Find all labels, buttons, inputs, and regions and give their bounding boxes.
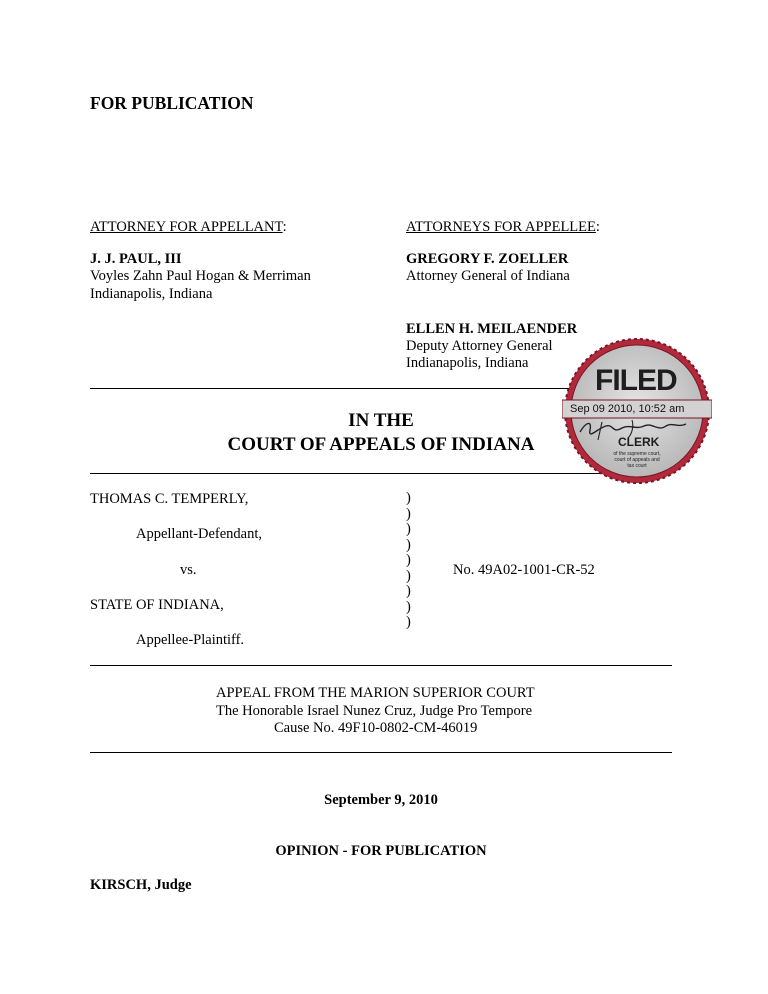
stamp-timestamp: Sep 09 2010, 10:52 am	[570, 403, 685, 415]
appellee-attorney-2-city: Indianapolis, Indiana	[406, 355, 529, 371]
appeal-court: APPEAL FROM THE MARION SUPERIOR COURT	[216, 685, 535, 701]
appellant-attorney-city: Indianapolis, Indiana	[90, 286, 213, 302]
judge-name: KIRSCH, Judge	[90, 877, 192, 893]
divider-rule	[90, 752, 672, 753]
stamp-caption	[606, 451, 668, 469]
appeal-cause: Cause No. 49F10-0802-CM-46019	[274, 720, 478, 736]
versus: vs.	[180, 562, 197, 578]
appellee-attorney-1-title: Attorney General of Indiana	[406, 268, 570, 284]
case-number: No. 49A02-1001-CR-52	[453, 562, 595, 578]
appellee-party: STATE OF INDIANA,	[90, 597, 224, 613]
decision-date: September 9, 2010	[324, 792, 438, 808]
court-title-line1: IN THE	[348, 410, 414, 431]
appeal-judge: The Honorable Israel Nunez Cruz, Judge Pro Tempore	[216, 703, 533, 719]
appellee-attorney-1-name: GREGORY F. ZOELLER	[406, 251, 569, 267]
appellant-attorney-heading-text: ATTORNEY FOR APPELLANT	[90, 219, 283, 235]
appellee-attorney-2-title: Deputy Attorney General	[406, 338, 553, 354]
stamp-caption-line: court of appeals and	[614, 457, 660, 463]
appellant-attorney-name: J. J. PAUL, III	[90, 251, 182, 267]
appellee-attorney-2-name: ELLEN H. MEILAENDER	[406, 321, 578, 337]
bracket-paren: )	[406, 505, 411, 522]
appellee-attorneys-heading-text: ATTORNEYS FOR APPELLEE	[406, 219, 596, 235]
divider-rule	[90, 665, 672, 666]
opinion-heading: OPINION - FOR PUBLICATION	[275, 843, 487, 859]
filed-stamp	[562, 336, 712, 486]
bracket-paren: )	[406, 598, 411, 615]
bracket-paren: )	[406, 490, 411, 506]
bracket-paren: )	[406, 614, 411, 630]
stamp-caption-line: of the supreme court,	[613, 451, 661, 457]
appellee-attorneys-heading	[406, 219, 600, 236]
publication-header: FOR PUBLICATION	[90, 93, 254, 113]
bracket-paren: )	[406, 536, 411, 553]
bracket-paren: )	[406, 552, 411, 568]
court-title-line2: COURT OF APPEALS OF INDIANA	[227, 434, 535, 455]
caption-bracket	[406, 491, 411, 631]
appellant-attorney-firm: Voyles Zahn Paul Hogan & Merriman	[90, 268, 311, 284]
stamp-caption-line: tax court	[627, 463, 647, 469]
bracket-paren: )	[406, 567, 411, 584]
bracket-paren: )	[406, 521, 411, 537]
appellee-role: Appellee-Plaintiff.	[136, 632, 245, 648]
heading-colon: :	[595, 219, 600, 235]
appellant-role: Appellant-Defendant,	[136, 526, 263, 542]
appellant-party: THOMAS C. TEMPERLY,	[90, 491, 249, 507]
appellant-attorney-heading	[90, 219, 287, 236]
stamp-filed-label: FILED	[595, 364, 677, 397]
stamp-clerk-label: CLERK	[618, 435, 660, 449]
bracket-paren: )	[406, 583, 411, 599]
heading-colon: :	[282, 219, 287, 235]
